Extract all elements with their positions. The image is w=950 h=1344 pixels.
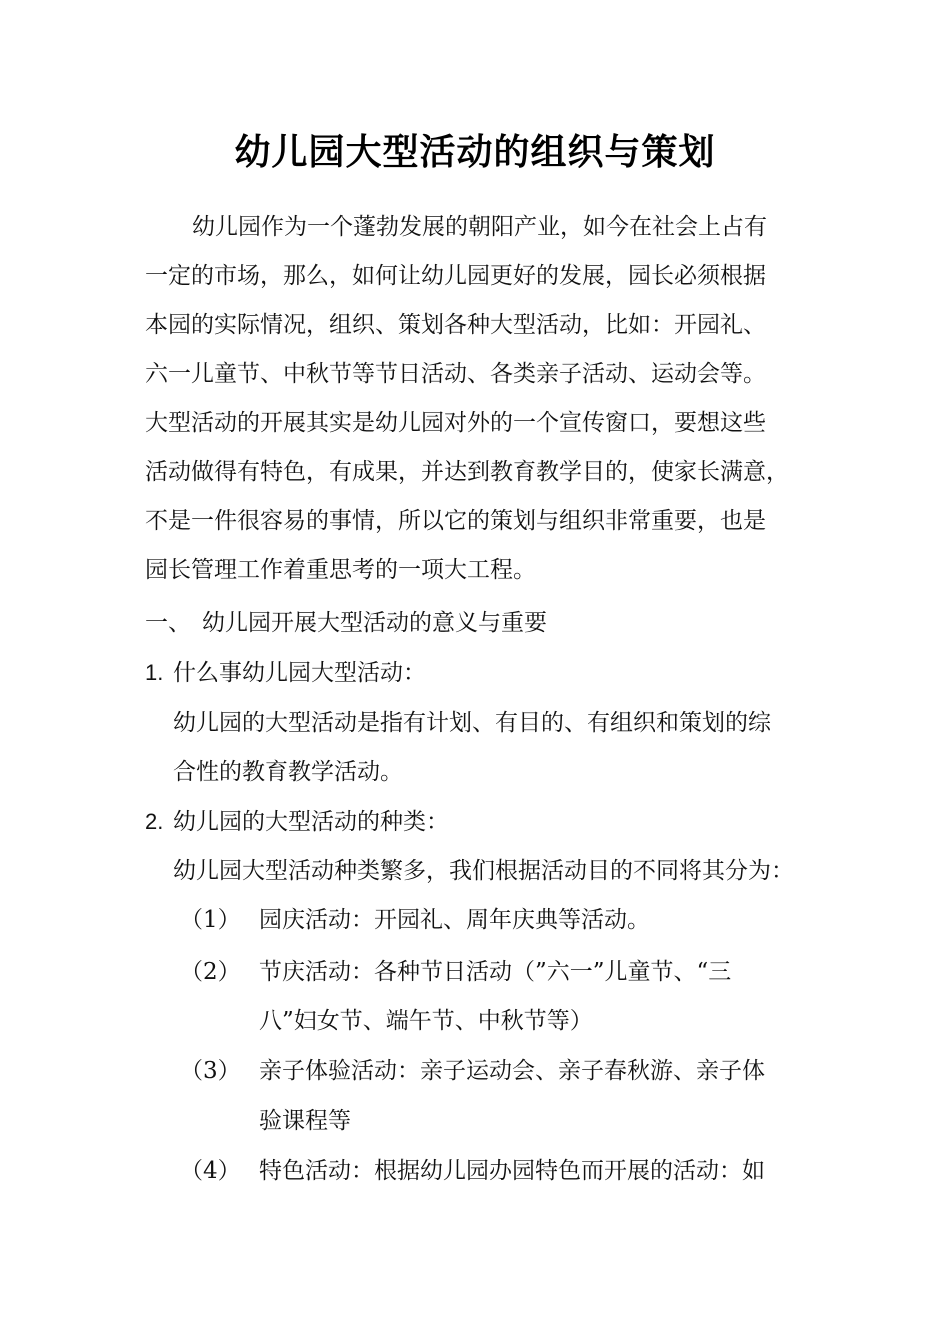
subitem-4-line-1: 特色活动：根据幼儿园办园特色而开展的活动：如: [259, 1158, 765, 1184]
intro-line-2: 一定的市场，那么，如何让幼儿园更好的发展，园长必须根据: [145, 263, 766, 289]
intro-line-7: 不是一件很容易的事情，所以它的策划与组织非常重要，也是: [145, 508, 766, 534]
intro-line-8: 园长管理工作着重思考的一项大工程。: [145, 557, 536, 583]
subitem-2-marker: （2）: [180, 959, 241, 985]
subitem-4-marker: （4）: [180, 1158, 241, 1184]
item-2-heading: 幼儿园的大型活动的种类：: [173, 809, 449, 835]
subitem-1-marker: （1）: [180, 907, 241, 933]
item-1-body-line-2: 合性的教育教学活动。: [173, 759, 403, 785]
intro-line-5: 大型活动的开展其实是幼儿园对外的一个宣传窗口，要想这些: [145, 410, 766, 436]
intro-line-3: 本园的实际情况，组织、策划各种大型活动，比如：开园礼、: [145, 312, 766, 338]
intro-line-1: 幼儿园作为一个蓬勃发展的朝阳产业，如今在社会上占有: [192, 214, 767, 240]
intro-line-6: 活动做得有特色，有成果，并达到教育教学目的，使家长满意，: [145, 459, 789, 485]
item-1-number: 1.: [145, 660, 164, 685]
section-1-heading: 幼儿园开展大型活动的意义与重要: [202, 610, 547, 636]
subitem-2-line-1: 节庆活动：各种节日活动（”六一”儿童节、“三: [259, 959, 732, 985]
subitem-2-line-2: 八”妇女节、端午节、中秋节等）: [259, 1008, 593, 1034]
subitem-3-line-1: 亲子体验活动：亲子运动会、亲子春秋游、亲子体: [259, 1058, 765, 1084]
section-1-marker: 一、: [145, 610, 191, 636]
document-title: 幼儿园大型活动的组织与策划: [234, 132, 716, 173]
item-1-body-line-1: 幼儿园的大型活动是指有计划、有目的、有组织和策划的综: [173, 710, 771, 736]
item-1-heading: 什么事幼儿园大型活动：: [173, 660, 426, 686]
item-2-body: 幼儿园大型活动种类繁多，我们根据活动目的不同将其分为：: [173, 858, 794, 884]
subitem-3-marker: （3）: [180, 1058, 241, 1084]
intro-line-4: 六一儿童节、中秋节等节日活动、各类亲子活动、运动会等。: [145, 361, 766, 387]
subitem-1-line-1: 园庆活动：开园礼、周年庆典等活动。: [259, 907, 650, 933]
item-2-number: 2.: [145, 809, 164, 834]
subitem-3-line-2: 验课程等: [259, 1108, 351, 1134]
